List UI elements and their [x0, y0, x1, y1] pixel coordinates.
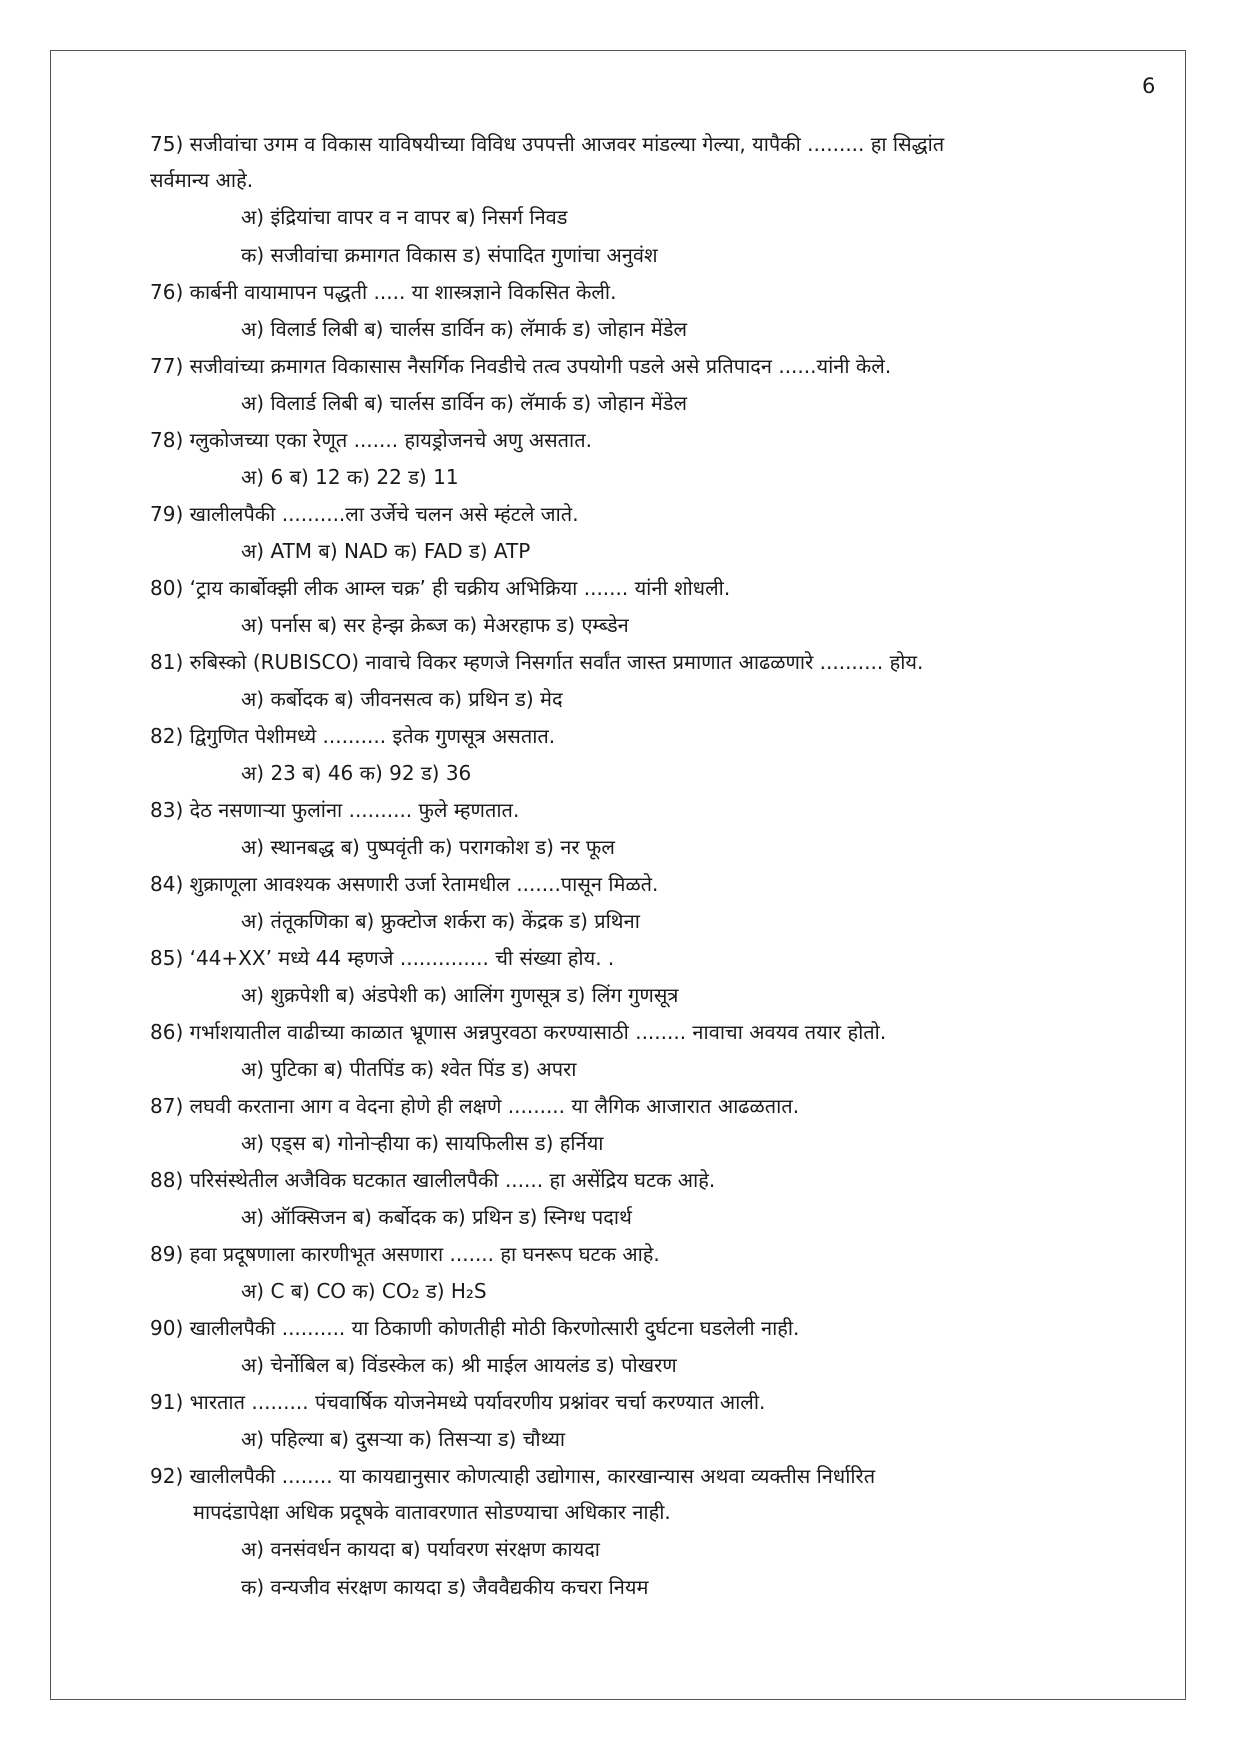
question-list — [150, 126, 1150, 1606]
answer-options: अ) ऑक्सिजन ब) कर्बोदक क) प्रथिन ड) स्निग्ध पदार्थ — [241, 1205, 632, 1229]
answer-options: अ) एड्स ब) गोनोऱ्हीया क) सायफिलीस ड) हर्निया — [241, 1131, 604, 1155]
question-text: 75) सजीवांचा उगम व विकास याविषयीच्या विविध उपपत्ती आजवर मांडल्या गेल्या, यापैकी ......... हा सिद्धांत — [150, 132, 945, 156]
answer-options: क) वन्यजीव संरक्षण कायदा ड) जैववैद्यकीय कचरा नियम — [241, 1575, 649, 1599]
question-text: 92) खालीलपैकी ........ या कायद्यानुसार कोणत्याही उद्योगास, कारखान्यास अथवा व्यक्तीस निर्धारित — [150, 1464, 876, 1488]
question-92 — [150, 1458, 1150, 1606]
question-text: 83) देठ नसणाऱ्या फुलांना .......... फुले म्हणतात. — [150, 798, 520, 822]
question-text-continued: सर्वमान्य आहे. — [150, 168, 254, 192]
answer-options: अ) इंद्रियांचा वापर व न वापर ब) निसर्ग निवड — [241, 205, 568, 229]
answer-options: अ) शुक्रपेशी ब) अंडपेशी क) आलिंग गुणसूत्र ड) लिंग गुणसूत्र — [241, 983, 679, 1007]
question-text: 90) खालीलपैकी .......... या ठिकाणी कोणतीही मोठी किरणोत्सारी दुर्घटना घडलेली नाही. — [150, 1316, 800, 1340]
question-90 — [150, 1310, 1150, 1384]
question-text: 76) कार्बनी वायामापन पद्धती ..... या शास्त्रज्ञाने विकसित केली. — [150, 280, 617, 304]
question-text: 89) हवा प्रदूषणाला कारणीभूत असणारा ....... हा घनरूप घटक आहे. — [150, 1242, 660, 1266]
question-83 — [150, 792, 1150, 866]
answer-options: अ) तंतूकणिका ब) फ्रुक्टोज शर्करा क) केंद्रक ड) प्रथिना — [241, 909, 640, 933]
question-text-continued: मापदंडापेक्षा अधिक प्रदूषके वातावरणात सोडण्याचा अधिकार नाही. — [193, 1500, 671, 1524]
answer-options: अ) विलार्ड लिबी ब) चार्लस डार्विन क) लॅमार्क ड) जोहान मेंडेल — [241, 317, 688, 341]
question-84 — [150, 866, 1150, 940]
question-79 — [150, 496, 1150, 570]
question-text: 84) शुक्राणूला आवश्यक असणारी उर्जा रेतामधील .......पासून मिळते. — [150, 872, 659, 896]
question-89 — [150, 1236, 1150, 1310]
answer-options: अ) कर्बोदक ब) जीवनसत्व क) प्रथिन ड) मेद — [241, 687, 563, 711]
question-text: 78) ग्लुकोजच्या एका रेणूत ....... हायड्रोजनचे अणु असतात. — [150, 428, 592, 452]
answer-options: अ) 23 ब) 46 क) 92 ड) 36 — [241, 761, 472, 785]
question-text: 79) खालीलपैकी ..........ला उर्जेचे चलन असे म्हंटले जाते. — [150, 502, 579, 526]
question-text: 81) रुबिस्को (RUBISCO) नावाचे विकर म्हणजे निसर्गात सर्वांत जास्त प्रमाणात आढळणारे .......... होय. — [150, 650, 924, 674]
question-text: 91) भारतात ......... पंचवार्षिक योजनेमध्ये पर्यावरणीय प्रश्नांवर चर्चा करण्यात आली. — [150, 1390, 766, 1414]
answer-options: अ) ATM ब) NAD क) FAD ड) ATP — [241, 539, 531, 563]
question-88 — [150, 1162, 1150, 1236]
question-91 — [150, 1384, 1150, 1458]
question-76 — [150, 274, 1150, 348]
answer-options: अ) 6 ब) 12 क) 22 ड) 11 — [241, 465, 459, 489]
question-80 — [150, 570, 1150, 644]
question-text: 86) गर्भाशयातील वाढीच्या काळात भ्रूणास अन्नपुरवठा करण्यासाठी ........ नावाचा अवयव तयार होतो. — [150, 1020, 887, 1044]
question-85 — [150, 940, 1150, 1014]
answer-options: अ) चेर्नोबिल ब) विंडस्केल क) श्री माईल आयलंड ड) पोखरण — [241, 1353, 677, 1377]
answer-options: अ) C ब) CO क) CO₂ ड) H₂S — [241, 1279, 487, 1303]
question-75 — [150, 126, 1150, 274]
question-87 — [150, 1088, 1150, 1162]
question-text: 80) ‘ट्राय कार्बोक्झी लीक आम्ल चक्र’ ही चक्रीय अभिक्रिया ....... यांनी शोधली. — [150, 576, 731, 600]
answer-options: क) सजीवांचा क्रमागत विकास ड) संपादित गुणांचा अनुवंश — [241, 243, 658, 267]
question-81 — [150, 644, 1150, 718]
page-number: 6 — [1142, 74, 1156, 98]
answer-options: अ) पुटिका ब) पीतपिंड क) श्वेत पिंड ड) अपरा — [241, 1057, 577, 1081]
question-text: 82) द्विगुणित पेशीमध्ये .......... इतेक गुणसूत्र असतात. — [150, 724, 556, 748]
question-text: 77) सजीवांच्या क्रमागत विकासास नैसर्गिक निवडीचे तत्व उपयोगी पडले असे प्रतिपादन ......यांनी केले. — [150, 354, 892, 378]
answer-options: अ) पहिल्या ब) दुसऱ्या क) तिसऱ्या ड) चौथ्या — [241, 1427, 566, 1451]
question-82 — [150, 718, 1150, 792]
question-86 — [150, 1014, 1150, 1088]
answer-options: अ) वनसंवर्धन कायदा ब) पर्यावरण संरक्षण कायदा — [241, 1537, 600, 1561]
question-text: 88) परिसंस्थेतील अजैविक घटकात खालीलपैकी ...... हा असेंद्रिय घटक आहे. — [150, 1168, 716, 1192]
question-77 — [150, 348, 1150, 422]
question-text: 85) ‘44+XX’ मध्ये 44 म्हणजे .............. ची संख्या होय. . — [150, 946, 615, 970]
answer-options: अ) स्थानबद्ध ब) पुष्पवृंती क) परागकोश ड) नर फूल — [241, 835, 615, 859]
answer-options: अ) विलार्ड लिबी ब) चार्लस डार्विन क) लॅमार्क ड) जोहान मेंडेल — [241, 391, 688, 415]
question-78 — [150, 422, 1150, 496]
question-text: 87) लघवी करताना आग व वेदना होणे ही लक्षणे ......... या लैगिक आजारात आढळतात. — [150, 1094, 800, 1118]
answer-options: अ) पर्नास ब) सर हेन्झ क्रेब्ज क) मेअरहाफ ड) एम्ब्डेन — [241, 613, 629, 637]
